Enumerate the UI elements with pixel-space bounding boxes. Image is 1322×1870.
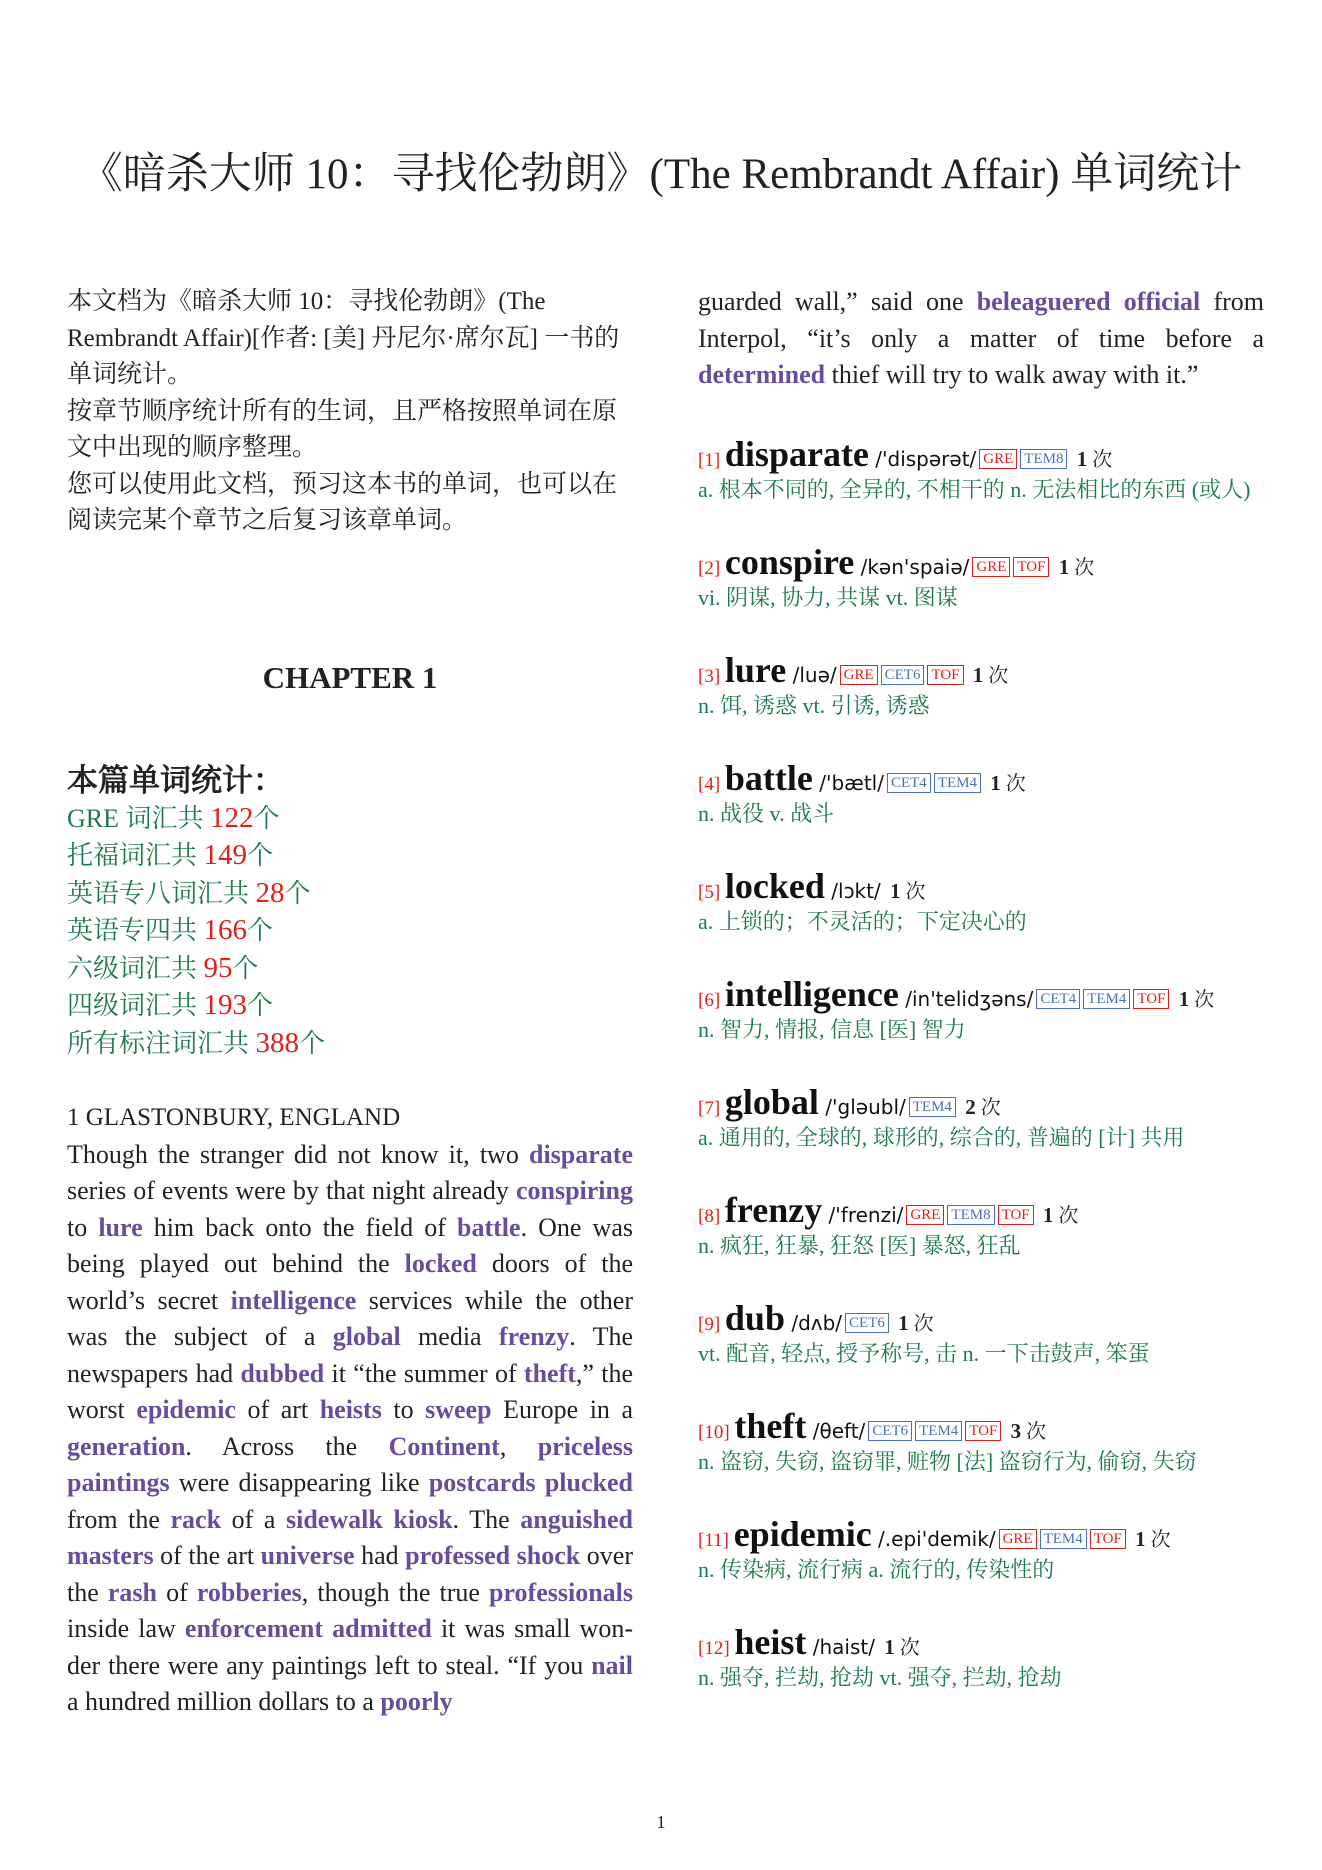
entry-definition: n. 疯狂, 狂暴, 狂怒 [医] 暴怒, 狂乱 [698,1232,1021,1258]
section-heading: 1 GLASTONBURY, ENGLAND [67,1104,401,1131]
stat-unit: 个 [247,916,274,945]
text-segment: of a [221,1504,286,1534]
stat-row [67,950,633,988]
frequency-count: 1 [1071,446,1088,471]
exam-tag-badge: TEM8 [947,1205,994,1225]
entry-frequency [1071,446,1113,471]
stat-unit: 个 [284,878,311,908]
frequency-unit: 次 [975,1096,1001,1119]
entry-definition: a. 上锁的；不灵活的；下定决心的 [698,908,1027,934]
entry-phonetic: /'dispərət/ [868,446,977,471]
entry-definition: a. 通用的, 全球的, 球形的, 综合的, 普遍的 [计] 共用 [698,1124,1185,1150]
entry-index: [5] [698,881,725,903]
entry-frequency [959,1094,1001,1119]
stat-unit: 个 [247,841,274,870]
text-segment: of the art [153,1541,261,1570]
exam-tag-badge: TOF [998,1205,1034,1225]
vocabulary-list [698,433,1264,1696]
highlighted-word: rack [170,1504,222,1534]
stat-unit: 个 [299,1028,326,1058]
stat-row [67,1025,633,1063]
entry-phonetic: /dʌb/ [784,1310,843,1335]
text-segment: were disappearing like [169,1468,429,1497]
vocab-entry [698,649,1264,724]
vocab-entry-header [698,757,1264,798]
entry-phonetic: /'gləubl/ [818,1094,906,1119]
frequency-unit: 次 [1189,988,1215,1011]
frequency-count: 1 [1173,986,1190,1011]
exam-tag-badge: TEM4 [1040,1529,1087,1549]
stat-count: 193 [203,989,248,1021]
vocab-entry-header [698,1189,1264,1230]
text-segment: over the [67,1541,634,1607]
vocab-entry [698,1189,1264,1264]
entry-word: theft [734,1405,807,1446]
highlighted-word: beleaguered official [976,287,1201,316]
stat-unit: 个 [253,803,280,833]
frequency-unit: 次 [1000,772,1026,795]
entry-frequency [892,1310,934,1335]
stat-label: GRE 词汇共 [67,803,211,833]
entry-phonetic: /kən'spaiə/ [854,554,970,579]
stat-label: 英语专八词汇共 [67,878,256,908]
left-column [67,284,633,1721]
stat-row [67,837,633,875]
text-segment: inside law [67,1614,185,1643]
entry-phonetic: /luə/ [786,662,837,687]
entry-index: [11] [698,1529,734,1551]
stats-list [67,800,633,1063]
text-segment: of [156,1577,197,1607]
stat-count: 28 [255,876,285,909]
exam-tag-badge: TEM4 [1083,989,1130,1009]
entry-definition: n. 战役 v. 战斗 [698,800,835,826]
entry-phonetic: /'bætl/ [812,770,884,795]
frequency-count: 3 [1005,1418,1022,1443]
paragraph-continuation [698,284,1264,394]
frequency-count: 1 [879,1634,895,1659]
highlighted-word: Continent [388,1431,500,1461]
entry-frequency [1037,1202,1079,1227]
frequency-count: 1 [884,878,901,903]
stats-title: 本篇单词统计： [67,762,284,798]
text-segment: guarded wall,” said one [698,287,977,316]
highlighted-word: generation [67,1431,186,1461]
frequency-count: 2 [959,1094,976,1119]
entry-index: [7] [698,1097,725,1119]
vocab-entry-header [698,1513,1264,1554]
entry-index: [12] [698,1637,735,1659]
vocab-entry-header [698,1621,1264,1662]
highlighted-word: heists [319,1395,382,1424]
text-segment: , though the true [301,1577,489,1607]
entry-definition: vt. 配音, 轻点, 授予称号, 击 n. 一下击鼓声, 笨蛋 [698,1340,1150,1366]
text-segment: it was small wonder there were any paintings left to steal. “If you [67,1614,633,1680]
vocab-entry-header [698,865,1264,906]
text-segment: it “the summer of [324,1358,524,1388]
exam-tag-badge: TEM4 [915,1421,962,1441]
text-segment: series of events were by that night already [67,1176,516,1205]
vocab-entry-header [698,1081,1264,1122]
highlighted-word: rash [107,1577,157,1607]
page-title: 《暗杀大师 10：寻找伦勃朗》(The Rembrandt Affair) 单词统计 [79,151,1243,198]
highlighted-word: sweep [425,1395,492,1424]
highlighted-word: anguished masters [67,1504,633,1570]
stat-label: 四级词汇共 [67,991,204,1020]
entry-frequency [1005,1418,1047,1443]
frequency-unit: 次 [900,880,926,903]
text-segment: . The [452,1504,521,1534]
page-number: 1 [656,1812,666,1832]
exam-tag-badge: GRE [999,1529,1037,1549]
entry-index: [1] [698,449,725,471]
highlighted-word: dubbed [240,1358,325,1388]
stat-count: 166 [203,914,248,946]
vocab-entry [698,1081,1264,1156]
entry-word: heist [734,1621,807,1662]
right-column [698,284,1264,1696]
frequency-count: 1 [984,770,1001,795]
vocab-entry [698,1405,1264,1480]
entry-phonetic: /haist/ [806,1634,875,1659]
entry-definition: vi. 阴谋, 协力, 共谋 vt. 图谋 [698,584,958,610]
highlighted-word: universe [260,1541,355,1570]
exam-tag-badge: GRE [979,449,1017,469]
highlighted-word: nail [591,1650,633,1680]
text-segment: had [354,1541,406,1570]
entry-word: frenzy [724,1189,823,1230]
stat-unit: 个 [232,953,259,983]
exam-tag-badge: CET6 [845,1313,889,1333]
text-segment: , [499,1431,538,1461]
highlighted-word: poorly [380,1687,453,1716]
highlighted-word: frenzy [498,1322,570,1351]
exam-tag-badge: CET6 [868,1421,912,1441]
entry-definition: n. 盗窃, 失窃, 盗窃罪, 赃物 [法] 盗窃行为, 偷窃, 失窃 [698,1448,1197,1474]
exam-tag-badge: TEM4 [934,773,981,793]
entry-frequency [1053,554,1095,579]
highlighted-word: determined [698,360,826,389]
frequency-unit: 次 [1021,1420,1047,1443]
text-segment: him back onto the field of [142,1212,458,1242]
vocab-entry [698,973,1264,1048]
frequency-count: 1 [892,1310,909,1335]
text-segment: of art [235,1395,320,1424]
intro-line-3: 您可以使用此文档，预习这本书的单词，也可以在阅读完某个章节之后复习该章单词。 [67,470,618,534]
frequency-unit: 次 [1069,556,1095,579]
entry-frequency [984,770,1026,795]
highlighted-word: battle [457,1212,521,1242]
entry-word: lure [724,649,787,690]
text-segment: . The newspapers had [67,1322,634,1388]
intro [67,284,633,540]
vocab-entry [698,1513,1264,1588]
entry-definition: n. 传染病, 流行病 a. 流行的, 传染性的 [698,1556,1055,1582]
entry-index: [6] [698,989,725,1011]
entry-index: [9] [698,1313,725,1335]
frequency-unit: 次 [1053,1204,1079,1227]
vocab-entry-header [698,433,1264,474]
intro-line-2: 按章节顺序统计所有的生词，且严格按照单词在原文中出现的顺序整理。 [67,397,618,461]
text-segment: from the [67,1504,171,1534]
chapter-heading: CHAPTER 1 [262,659,438,695]
intro-line-1: 本文档为《暗杀大师 10：寻找伦勃朗》(The Rembrandt Affair)[作者: [美] 丹尼尔·席尔瓦] 一书的单词统计。 [67,288,620,388]
entry-definition: a. 根本不同的, 全异的, 不相干的 n. 无法相比的东西 (或人) [698,476,1251,502]
vocab-entry-header [698,1297,1264,1338]
text-segment: Europe in a [491,1395,634,1424]
frequency-unit: 次 [1145,1528,1171,1551]
stat-count: 149 [203,839,248,871]
text-segment: doors of the world’s secret [67,1249,633,1315]
highlighted-word: global [332,1322,401,1351]
exam-tag-badge: GRE [906,1205,944,1225]
entry-frequency [884,878,926,903]
exam-tag-badge: CET4 [887,773,931,793]
exam-tag-badge: TOF [1013,557,1049,577]
exam-tag-badge: CET4 [1036,989,1080,1009]
stat-row [67,875,633,913]
vocab-entry [698,865,1264,940]
vocab-entry-header [698,973,1264,1014]
text-segment: from Interpol, “it’s only a matter of time before a [698,287,1264,353]
vocab-entry [698,1621,1264,1696]
stat-count: 122 [210,801,254,834]
entry-word: battle [724,757,813,798]
entry-word: dub [724,1297,785,1338]
text-segment: to [67,1212,99,1242]
text-segment: . Across the [185,1431,389,1461]
highlighted-word: lure [98,1212,143,1242]
text-segment: ,” the worst [67,1358,633,1424]
entry-frequency [1129,1526,1171,1551]
frequency-unit: 次 [983,664,1009,687]
entry-word: global [724,1081,819,1122]
vocab-entry [698,757,1264,832]
highlighted-word: robberies [196,1577,302,1607]
vocab-entry [698,541,1264,616]
stat-row [67,800,633,838]
entry-index: [4] [698,773,725,795]
frequency-count: 1 [967,662,984,687]
frequency-unit: 次 [908,1312,934,1335]
exam-tag-badge: TOF [1133,989,1169,1009]
entry-frequency [879,1634,920,1659]
entry-word: intelligence [724,973,899,1014]
vocab-entry [698,1297,1264,1372]
text-segment: a hundred million dollars to a [67,1687,381,1716]
text-segment: to [381,1395,426,1424]
text-segment: services while the other was the subject of a [67,1285,633,1351]
stat-row [67,987,633,1025]
entry-definition: n. 强夺, 拦劫, 抢劫 vt. 强夺, 拦劫, 抢劫 [698,1664,1062,1690]
text-segment: Though the stranger did not know it, two [67,1139,529,1169]
text-segment: . One was being played out behind the [67,1212,633,1278]
stat-label: 英语专四共 [67,916,204,945]
text-segment: media [400,1322,499,1351]
stat-label: 托福词汇共 [67,841,204,870]
frequency-count: 1 [1129,1526,1146,1551]
stat-count: 95 [203,951,233,984]
highlighted-word: theft [523,1358,576,1388]
entry-phonetic: /'frenzi/ [822,1202,904,1227]
exam-tag-badge: TEM8 [1020,449,1067,469]
entry-frequency [967,662,1009,687]
frequency-count: 1 [1053,554,1070,579]
highlighted-word: priceless paintings [67,1431,634,1497]
highlighted-word: conspiring [515,1176,633,1205]
exam-tag-badge: GRE [972,557,1010,577]
vocab-entry-header [698,541,1264,582]
entry-phonetic: /.epi'demik/ [871,1526,996,1551]
exam-tag-badge: CET6 [881,665,925,685]
stat-count: 388 [255,1026,300,1059]
frequency-unit: 次 [894,1636,920,1659]
entry-index: [10] [698,1421,735,1443]
exam-tag-badge: TOF [1090,1529,1126,1549]
highlighted-word: postcards plucked [428,1468,633,1497]
stat-label: 所有标注词汇共 [67,1028,256,1058]
vocab-entry [698,433,1264,508]
highlighted-word: professed shock [405,1541,581,1570]
highlighted-word: epidemic [136,1395,236,1424]
entry-index: [3] [698,665,725,687]
exam-tag-badge: GRE [840,665,878,685]
entry-index: [2] [698,557,725,579]
highlighted-word: disparate [529,1139,633,1169]
frequency-count: 1 [1037,1202,1054,1227]
highlighted-word: sidewalk kiosk [285,1504,453,1534]
text-segment: thief will try to walk away with it.” [825,360,1199,389]
entry-word: conspire [724,541,855,582]
entry-frequency [1173,986,1215,1011]
entry-word: locked [724,865,825,906]
entry-definition: n. 饵, 诱惑 vt. 引诱, 诱惑 [698,692,930,718]
entry-definition: n. 智力, 情报, 信息 [医] 智力 [698,1016,966,1042]
entry-phonetic: /in'telidʒəns/ [898,986,1034,1011]
entry-phonetic: /θeft/ [806,1418,866,1443]
vocab-entry-header [698,649,1264,690]
highlighted-word: professionals [489,1577,633,1607]
stat-label: 六级词汇共 [67,953,204,983]
vocab-entry-header [698,1405,1264,1446]
entry-word: epidemic [733,1513,872,1554]
stat-row [67,912,633,950]
chapter-paragraph [67,1137,633,1721]
exam-tag-badge: TEM4 [909,1097,956,1117]
exam-tag-badge: TOF [927,665,963,685]
highlighted-word: locked [404,1249,477,1278]
highlighted-word: enforcement admitted [184,1614,432,1643]
frequency-unit: 次 [1087,448,1113,471]
entry-index: [8] [698,1205,725,1227]
entry-word: disparate [724,433,869,474]
entry-phonetic: /lɔkt/ [824,878,881,903]
stat-unit: 个 [247,991,274,1020]
highlighted-word: intelligence [230,1285,357,1315]
exam-tag-badge: TOF [965,1421,1001,1441]
